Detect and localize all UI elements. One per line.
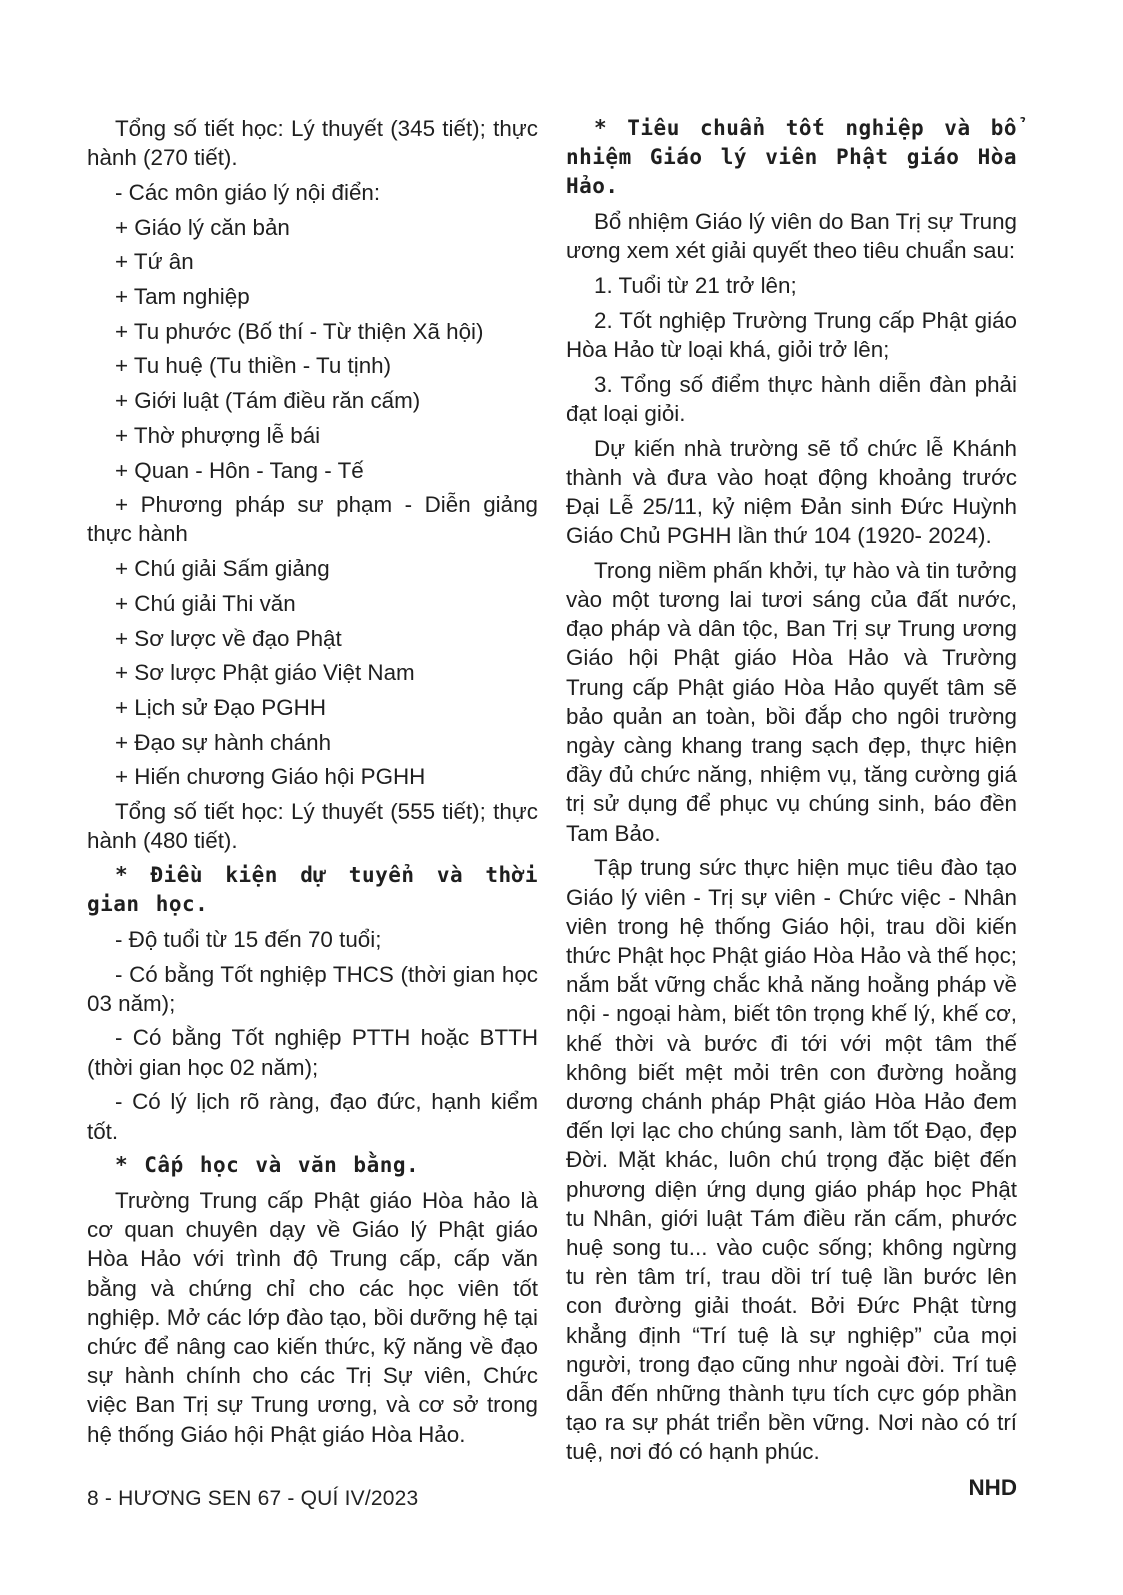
paragraph: Tập trung sức thực hiện mục tiêu đào tạo Giáo lý viên - Trị sự viên - Chức việc - Nhân viên trong hệ thống Giáo hội, trau dồi kiến thức Phật học Phật giáo Hòa Hảo và thế học; nắm bắt vững chắc khả năng hoằng pháp về nội - ngoại hàm, biết tôn trọng khế lý, khế cơ, khế thời và bước đi tới với một tâm thế không biết mệt mỏi trên con đường hoằng dương chánh pháp Phật giáo Hòa Hảo đem đến lợi lạc cho chúng sanh, làm tốt Đạo, đẹp Đời. Mặt khác, luôn chú trọng đặc biệt đến phương diện ứng dụng giáo pháp học Phật tu Nhân, giới luật Tám điều răn cấm, phước huệ song tu... vào cuộc sống; không ngừng tu rèn tâm trí, trau dồi trí tuệ lần bước lên con đường giải thoát. Bởi Đức Phật từng khẳng định “Trí tuệ là sự nghiệp” của mọi người, trong đạo cũng như ngoài đời. Trí tuệ dẫn đến những thành tựu tích cực góp phần tạo ra sự phát triển bền vững. Nơi nào có trí tuệ, nơi đó có hạnh phúc. [566, 855, 1017, 1465]
paragraph: - Có bằng Tốt nghiệp PTTH hoặc BTTH (thời gian học 02 năm); [87, 1025, 538, 1080]
paragraph: Trường Trung cấp Phật giáo Hòa hảo là cơ quan chuyên dạy về Giáo lý Phật giáo Hòa Hảo với trình độ Trung cấp, cấp văn bằng và chứng chỉ cho các học viên tốt nghiệp. Mở các lớp đào tạo, bồi dưỡng hệ tại chức để nâng cao kiến thức, kỹ năng về đạo sự hành chính cho các Trị Sự viên, Chức việc Ban Trị sự Trung ương, và cơ sở trong hệ thống Giáo hội Phật giáo Hòa Hảo. [87, 1188, 538, 1447]
list-item: + Chú giải Sấm giảng [115, 556, 330, 582]
list-item: + Đạo sự hành chánh [115, 729, 332, 755]
list-item: + Lịch sử Đạo PGHH [115, 694, 326, 720]
section-heading: * Điều kiện dự tuyển và thời gian học. [87, 862, 538, 917]
list-item: + Sơ lược về đạo Phật [115, 625, 342, 651]
section-heading: * Cấp học và văn bằng. [115, 1153, 420, 1178]
paragraph: 2. Tốt nghiệp Trường Trung cấp Phật giáo Hòa Hảo từ loại khá, giỏi trở lên; [566, 307, 1017, 362]
list-item: - Độ tuổi từ 15 đến 70 tuổi; [115, 926, 382, 952]
list-item: - Các môn giáo lý nội điển: [115, 179, 381, 205]
paragraph: Dự kiến nhà trường sẽ tổ chức lễ Khánh thành và đưa vào hoạt động khoảng trước Đại Lễ 25/11, kỷ niệm Đản sinh Đức Huỳnh Giáo Chủ PGHH lần thứ 104 (1920- 2024). [566, 435, 1017, 549]
paragraph: 3. Tổng số điểm thực hành diễn đàn phải đạt loại giỏi. [566, 371, 1017, 426]
list-item: + Quan - Hôn - Tang - Tế [115, 457, 364, 483]
section-heading: * Tiêu chuẩn tốt nghiệp và bổ nhiệm Giáo lý viên Phật giáo Hòa Hảo. [566, 116, 1017, 199]
list-item: 1. Tuổi từ 21 trở lên; [594, 273, 797, 299]
list-item: + Sơ lược Phật giáo Việt Nam [115, 660, 415, 686]
list-item: + Tứ ân [115, 249, 194, 275]
paragraph: Tổng số tiết học: Lý thuyết (555 tiết); thực hành (480 tiết). [87, 799, 538, 854]
paragraph: Tổng số tiết học: Lý thuyết (345 tiết); thực hành (270 tiết). [87, 116, 538, 171]
paragraph: Trong niềm phấn khởi, tự hào và tin tưởng vào một tương lai tươi sáng của đất nước, đạo pháp và dân tộc, Ban Trị sự Trung ương Giáo hội Phật giáo Hòa Hảo và Trường Trung cấp Phật giáo Hòa Hảo quyết tâm sẽ bảo quản an toàn, bồi đắp cho ngôi trường ngày càng khang trang sạch đẹp, thực hiện đầy đủ chức năng, nhiệm vụ, tăng cường giá trị sử dụng để phục vụ chúng sinh, báo đền Tam Bảo. [566, 557, 1017, 846]
paragraph: - Có lý lịch rõ ràng, đạo đức, hạnh kiểm tốt. [87, 1089, 538, 1144]
paragraph: - Có bằng Tốt nghiệp THCS (thời gian học 03 năm); [87, 961, 538, 1016]
list-item: + Tam nghiệp [115, 284, 250, 310]
right-column [566, 114, 1017, 1507]
list-item: + Giáo lý căn bản [115, 214, 290, 240]
list-item: + Giới luật (Tám điều răn cấm) [115, 388, 421, 414]
paragraph: Bổ nhiệm Giáo lý viên do Ban Trị sự Trung ương xem xét giải quyết theo tiêu chuẩn sau: [566, 209, 1017, 264]
author-signature: NHD [968, 1474, 1017, 1500]
paragraph: + Phương pháp sư phạm - Diễn giảng thực hành [87, 492, 538, 547]
list-item: + Tu phước (Bố thí - Từ thiện Xã hội) [115, 318, 484, 344]
list-item: + Chú giải Thi văn [115, 590, 296, 616]
left-column [87, 114, 538, 1454]
list-item: + Hiến chương Giáo hội PGHH [115, 764, 426, 790]
list-item: + Thờ phượng lễ bái [115, 422, 321, 448]
page-footer: 8 - HƯƠNG SEN 67 - QUÍ IV/2023 [87, 1487, 419, 1510]
list-item: + Tu huệ (Tu thiền - Tu tịnh) [115, 353, 392, 379]
